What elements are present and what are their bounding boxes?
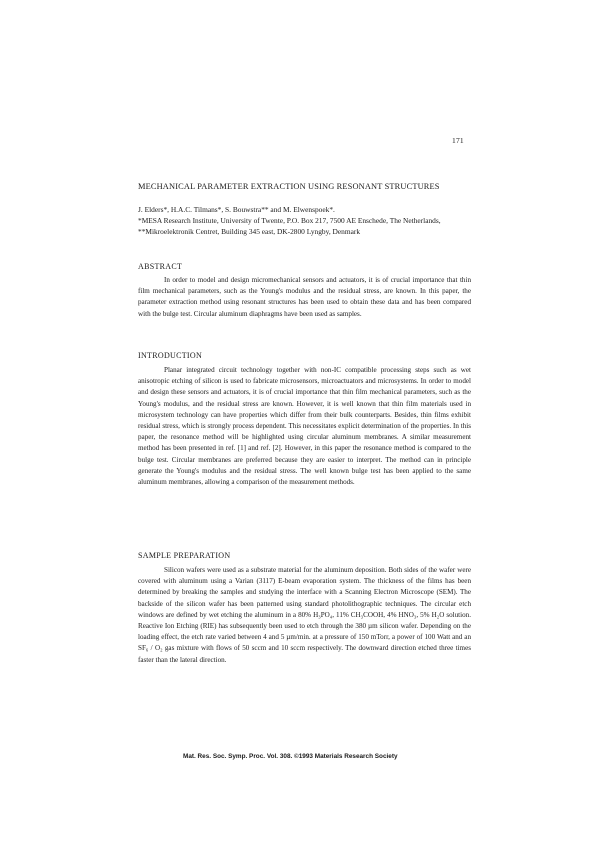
sample-preparation-text: Silicon wafers were used as a substrate material for the aluminum deposition. Both sides of the wafer were covered with aluminum using a Varian (3117) E-beam evaporation system. The thickness of the films has been determined by breaking the samples and studying the interface with a Scanning Electron Microscope (SEM). The backside of the silicon wafer has been patterned using standard photolithographic techniques. The circular etch windows are defined by wet etching the aluminum in a 80% H₃PO₄, 11% CH₃COOH, 4% HNO₃, 5% H₂O solution. Reactive Ion Etching (RIE) has subsequently been used to etch through the 380 µm silicon wafer. Depending on the loading effect, the etch rate varied between 4 and 5 µm/min. at a pressure of 150 mTorr, a power of 100 Watt and an SF₆ / O₂ gas mixture with flows of 50 sccm and 10 sccm respectively. The downward direction etched three times faster than the lateral direction. xyxy=(138,566,471,664)
abstract-text: In order to model and design micromechanical sensors and actuators, it is of crucial importance that thin film mechanical parameters, such as the Young's modulus and the residual stress, are known. In this paper, the parameter extraction method using resonant structures has been used to obtain these data and has been compared with the bulge test. Circular aluminum diaphragms have been used as samples. xyxy=(138,276,471,318)
introduction-text: Planar integrated circuit technology together with non-IC compatible processing steps such as wet anisotropic etching of silicon is used to fabricate microsensors, microactuators and microsystems. In order to model and design these sensors and actuators, it is of crucial importance that thin film mechanical parameters, such as the Young's modulus, and the residual stress are known. However, it is well known that thin film materials used in microsystem technology can have properties which differ from their bulk counterparts. Besides, thin films exhibit residual stress, which is strongly process dependent. This necessitates explicit determination of the properties. In this paper, the resonance method will be highlighted using circular aluminum membranes. A similar measurement method has been presented in ref. [1] and ref. [2]. However, in this paper the resonance method is compared to the bulge test. Circular membranes are preferred because they are easier to interpret. The method can in principle generate the Young's modulus and the residual stress. The well known bulge test has been applied to the same aluminum membranes, allowing a comparison of the measurement methods. xyxy=(138,366,471,487)
paper-title: MECHANICAL PARAMETER EXTRACTION USING RESONANT STRUCTURES xyxy=(138,182,440,191)
author-names: J. Elders*, H.A.C. Tilmans*, S. Bouwstra** and M. Elwenspoek*. xyxy=(138,205,335,214)
introduction-heading: INTRODUCTION xyxy=(138,351,203,360)
page-number: 171 xyxy=(452,136,464,145)
publication-footer: Mat. Res. Soc. Symp. Proc. Vol. 308. ©1993 Materials Research Society xyxy=(183,753,398,760)
abstract-heading: ABSTRACT xyxy=(138,262,183,271)
author-block xyxy=(138,204,472,237)
affiliation-mesa: *MESA Research Institute, University of Twente, P.O. Box 217, 7500 AE Enschede, The Netherlands, xyxy=(138,216,441,225)
affiliation-mikroelektronik: **Mikroelektronik Centret, Building 345 east, DK-2800 Lyngby, Denmark xyxy=(138,227,361,236)
sample-preparation-heading: SAMPLE PREPARATION xyxy=(138,551,231,560)
